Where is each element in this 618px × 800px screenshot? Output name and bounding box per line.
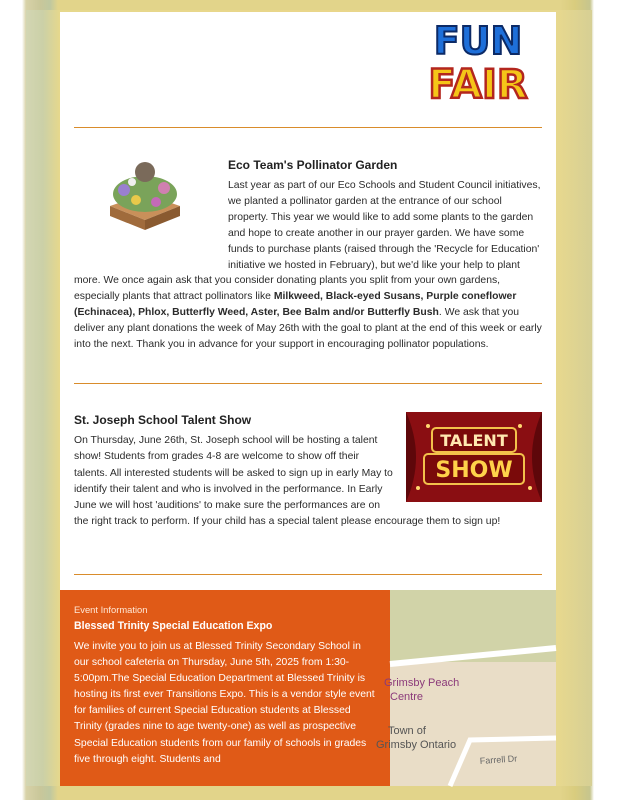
event-location-map[interactable]: [376, 590, 556, 786]
talent-show-banner-image: [406, 412, 542, 502]
garden-section-title: Eco Team's Pollinator Garden: [228, 158, 398, 172]
svg-text:FAIR: FAIR: [428, 62, 528, 108]
talent-show-title: St. Joseph School Talent Show: [74, 413, 252, 427]
svg-text:Grimsby Ontario: Grimsby Ontario: [376, 739, 457, 751]
svg-text:TALENT: TALENT: [440, 431, 508, 450]
newsletter-panel: [60, 12, 556, 786]
fun-fair-logo: [406, 14, 556, 108]
talent-show-body: On Thursday, June 26th, St. Joseph school will be hosting a talent show! Students from grades 4-8 are welcome to show off their talents. All interested students will be asked to sign up in early May to identify their talent and who is involved in the performance. In Early June we will host 'auditions' to make sure the performances are on the right track to perform. If your child has a special talent please encourage them to sign up!: [74, 435, 501, 528]
garden-section-body: Last year as part of our Eco Schools and Student Council initiatives, we planted a pollinator garden at the entrance of our school property. This year we would like to add some plants to the garden and hope to create another in our prayer garden. We have some funds to purchase plants (raised through the 'Recycle for Education' initiative we hosted in February), but we'd like your help to plant more. We once again ask that you consider donating plants you split from your own gardens, especially plants that attract pollinators like Milkweed, Black-eyed Susans, Purple coneflower (Echinacea), Phlox, Butterfly Weed, Aster, Bee Balm and/or Butterfly Bush. We ask that you deliver any plant donations the week of May 26th with the goal to plant at the end of this week or early into the next. Thank you in advance for your support in encouraging pollinator populations.: [74, 180, 542, 351]
svg-text:Centre: Centre: [390, 691, 424, 703]
event-information-block: [60, 590, 390, 786]
svg-text:SHOW: SHOW: [435, 458, 513, 483]
svg-text:Town of: Town of: [388, 725, 426, 737]
section-divider: [74, 383, 542, 384]
event-title: Blessed Trinity Special Education Expo: [74, 620, 273, 632]
section-divider: [74, 127, 542, 128]
svg-text:FUN: FUN: [433, 19, 523, 63]
event-kicker: Event Information: [74, 604, 148, 615]
section-divider: [74, 574, 542, 575]
pollinator-plant-list: Milkweed, Black-eyed Susans, Purple coneflower (Echinacea), Phlox, Butterfly Weed, Aster, Bee Balm and/or Butterfly Bush: [74, 291, 517, 319]
event-description: We invite you to join us at Blessed Trinity Secondary School in our school cafeteria on Thursday, June 5th, 2025 from 1:30-5:00pm.The Special Education Department at Blessed Trinity is hosting its first ever Transitions Expo. This is a vendor style event for families of current Special Education students at Blessed Trinity (grades nine to age twenty-one) as well as prospective Special Education students from our family of schools in grades five through eight. Students and: [74, 641, 375, 765]
svg-text:Grimsby Peach: Grimsby Peach: [384, 677, 460, 689]
svg-text:Farrell Dr: Farrell Dr: [479, 753, 518, 766]
